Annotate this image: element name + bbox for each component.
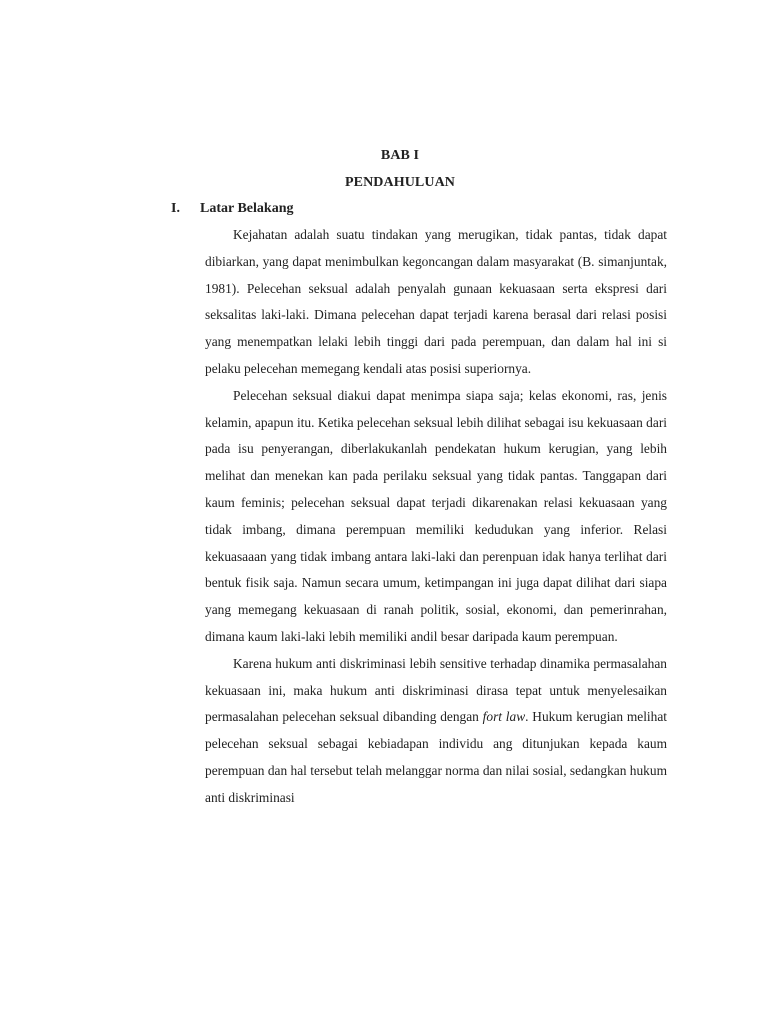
section-title: Latar Belakang: [200, 201, 294, 216]
paragraph-3-text-end: . Hukum kerugian melihat pelecehan seksual sebagai kebiadapan individu ang ditunjukan kepada kaum perempuan dan hal tersebut telah melanggar norma dan nilai sosial, sedangkan hukum anti diskriminasi: [205, 709, 668, 805]
body-text: [205, 222, 667, 812]
paragraph-3-text-start: Karena hukum anti diskriminasi lebih sensitive terhadap dinamika permasalahan kekuasaan ini, maka hukum anti diskriminasi dirasa tepat untuk menyelesaikan permasalahan pelecehan seksual dibanding dengan: [205, 655, 667, 725]
section-number: I.: [171, 201, 180, 216]
paragraph-2: Pelecehan seksual diakui dapat menimpa siapa saja; kelas ekonomi, ras, jenis kelamin, apapun itu. Ketika pelecehan seksual lebih dilihat sebagai isu kekuasaan dari pada isu penyerangan, diberlakukanlah pendekatan hukum kerugian, yang lebih melihat dan menekan kan pada perilaku seksual yang tidak pantas. Tanggapan dari kaum feminis; pelecehan seksual dapat terjadi dikarenakan relasi kekuasaan yang tidak imbang, dimana perempuan memiliki kedudukan yang inferior. Relasi kekuasaaan yang tidak imbang antara laki-laki dan perenpuan idak hanya terlihat dari bentuk fisik saja. Namun secara umum, ketimpangan ini juga dapat dilihat dari siapa yang memegang kekuasaan di ranah politik, sosial, ekonomi, dan pemerinrahan, dimana kaum laki-laki lebih memiliki andil besar daripada kaum perempuan.: [205, 387, 667, 644]
paragraph-1: Kejahatan adalah suatu tindakan yang merugikan, tidak pantas, tidak dapat dibiarkan, yang dapat menimbulkan kegoncangan dalam masyarakat (B. simanjuntak, 1981). Pelecehan seksual adalah penyalah gunaan kekuasaan serta ekspresi dari seksalitas laki-laki. Dimana pelecehan dapat terjadi karena berasal dari relasi posisi yang menempatkan lelaki lebih tinggi dari pada perempuan, dan dalam hal ini si pelaku pelecehan memegang kendali atas posisi superiornya.: [205, 227, 667, 376]
chapter-number: BAB I: [380, 148, 420, 163]
italic-term: fort law: [482, 709, 526, 725]
chapter-title: PENDAHULUAN: [345, 175, 455, 190]
paragraph-3: [205, 651, 667, 812]
